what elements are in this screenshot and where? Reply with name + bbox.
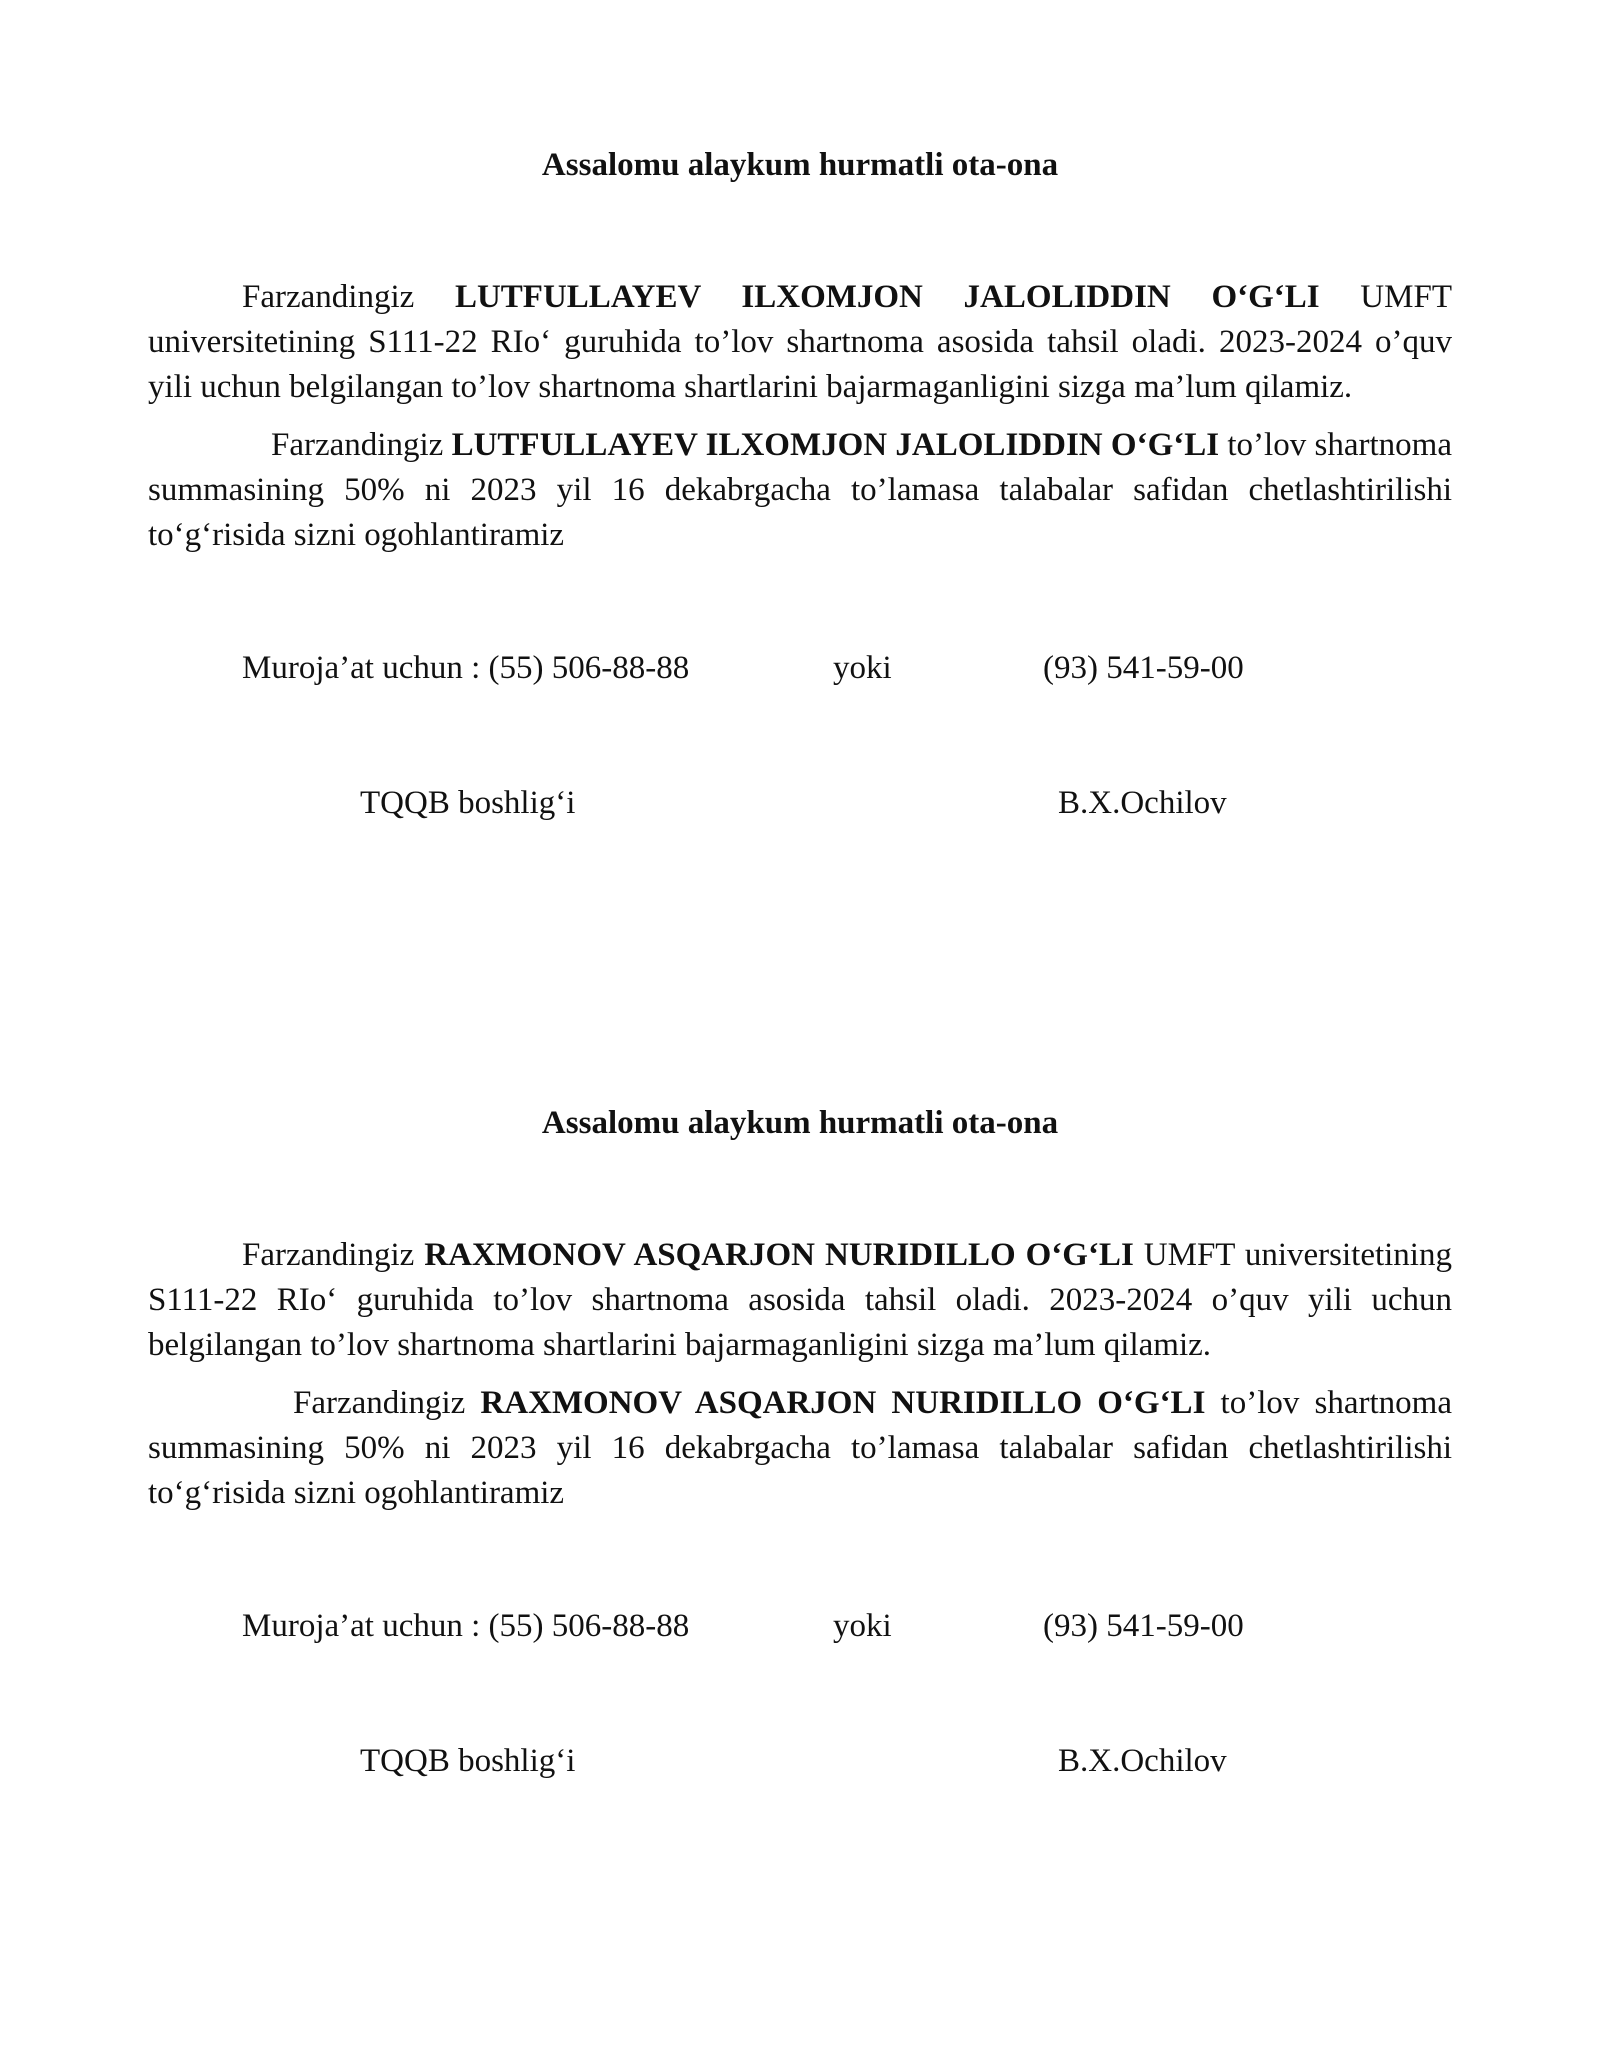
- greeting-heading: Assalomu alaykum hurmatli ota-ona: [541, 147, 1059, 183]
- contact-phone2: (93) 541-59-00: [1043, 1608, 1244, 1644]
- student-name: RAXMONOV ASQARJON NURIDILLO O‘G‘LI: [480, 1385, 1206, 1421]
- notice-2: [148, 1093, 1452, 1784]
- contact-or: yoki: [833, 650, 892, 686]
- contact-or: yoki: [833, 1608, 892, 1644]
- signature-line: [148, 1739, 1452, 1784]
- notice-paragraph-2: [148, 423, 1452, 558]
- contact-label-phone1: Muroja’at uchun : (55) 506-88-88: [242, 1608, 690, 1644]
- paragraph-lead: Farzandingiz: [293, 1385, 481, 1421]
- contact-line: [148, 1604, 1452, 1649]
- signer-title: TQQB boshlig‘i: [360, 785, 576, 821]
- contact-label-phone1: Muroja’at uchun : (55) 506-88-88: [242, 650, 690, 686]
- contact-line: [148, 646, 1452, 691]
- paragraph-lead: Farzandingiz: [242, 279, 455, 315]
- notice-paragraph-1: [148, 1233, 1452, 1368]
- paragraph-text: to’lov shartnoma summasining 50% ni 2023 yil 16 dekabrgacha to’lamasa talabalar safidan chetlashtirilishi to‘g‘risida sizni ogohlantiramiz: [148, 427, 1452, 553]
- signature-line: [148, 781, 1452, 826]
- paragraph-text: UMFT universitetining S111-22 RIo‘ guruhida to’lov shartnoma asosida tahsil oladi. 2023-2024 o’quv yili uchun belgilangan to’lov shartnoma shartlarini bajarmaganligini sizga ma’lum qilamiz.: [148, 1237, 1452, 1363]
- paragraph-lead: Farzandingiz: [242, 1237, 425, 1273]
- paragraph-text: UMFT universitetining S111-22 RIo‘ guruhida to’lov shartnoma asosida tahsil oladi. 2023-2024 o’quv yili uchun belgilangan to’lov shartnoma shartlarini bajarmaganligini sizga ma’lum qilamiz.: [148, 279, 1452, 405]
- notice-1: [148, 135, 1452, 826]
- signer-name: B.X.Ochilov: [1058, 1743, 1227, 1779]
- contact-phone2: (93) 541-59-00: [1043, 650, 1244, 686]
- student-name: LUTFULLAYEV ILXOMJON JALOLIDDIN O‘G‘LI: [454, 279, 1320, 315]
- student-name: LUTFULLAYEV ILXOMJON JALOLIDDIN O‘G‘LI: [451, 427, 1220, 463]
- paragraph-lead: Farzandingiz: [271, 427, 452, 463]
- notice-paragraph-1: [148, 275, 1452, 410]
- signer-name: B.X.Ochilov: [1058, 785, 1227, 821]
- student-name: RAXMONOV ASQARJON NURIDILLO O‘G‘LI: [424, 1237, 1134, 1273]
- greeting-heading: Assalomu alaykum hurmatli ota-ona: [541, 1105, 1059, 1141]
- paragraph-text: to’lov shartnoma summasining 50% ni 2023 yil 16 dekabrgacha to’lamasa talabalar safidan chetlashtirilishi to‘g‘risida sizni ogohlantiramiz: [148, 1385, 1452, 1511]
- signer-title: TQQB boshlig‘i: [360, 1743, 576, 1779]
- notice-paragraph-2: [148, 1381, 1452, 1516]
